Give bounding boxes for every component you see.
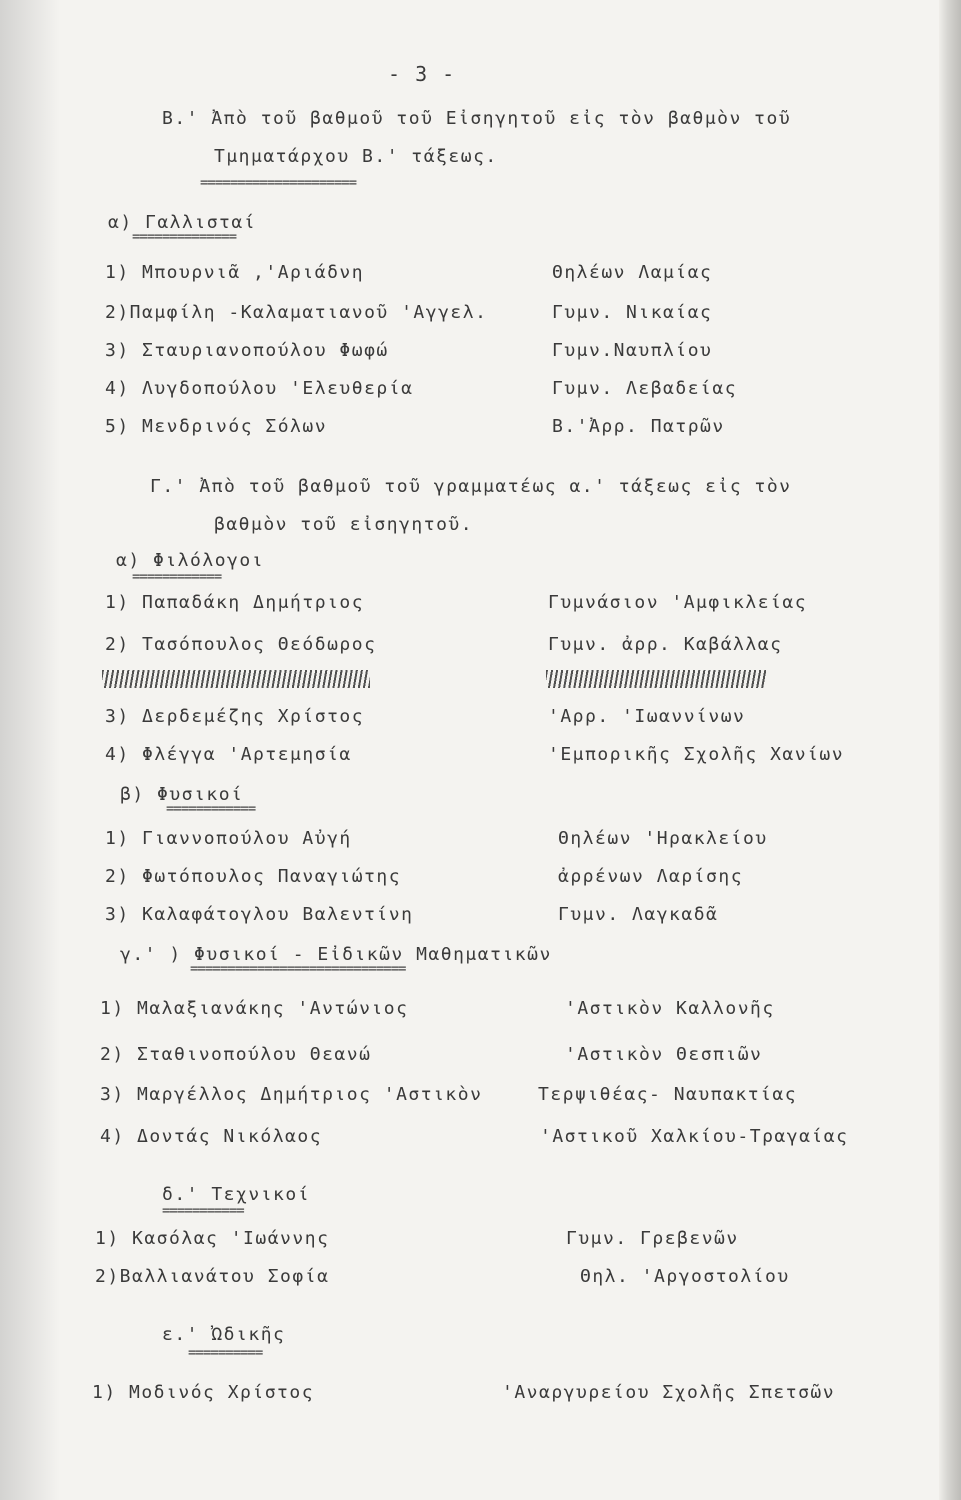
struck-out-line bbox=[546, 670, 766, 688]
subsection-underline: ============== bbox=[132, 229, 237, 245]
list-item-school: 'Αστικὸν Θεσπιῶν bbox=[565, 1044, 763, 1065]
list-item-name: 3) Δερδεμέζης Χρίστος bbox=[105, 706, 365, 727]
list-item-school: Γυμν. Λεβαδείας bbox=[552, 378, 738, 399]
list-item-school: 'Αναργυρείου Σχολῆς Σπετσῶν bbox=[502, 1382, 836, 1403]
list-item-name: 3) Μαργέλλος Δημήτριος 'Αστικὸν bbox=[100, 1084, 483, 1105]
list-item-school: Γυμν. Γρεβενῶν bbox=[566, 1228, 739, 1249]
list-item-school: Γυμν.Ναυπλίου bbox=[552, 340, 713, 361]
list-item-name: 2) Τασόπουλος Θεόδωρος bbox=[105, 634, 377, 655]
subsection-label: α) Φιλόλογοι bbox=[116, 550, 265, 571]
list-item-name: 5) Μενδρινός Σόλων bbox=[105, 416, 328, 437]
list-item-name: 4) Φλέγγα 'Αρτεμησία bbox=[105, 744, 352, 765]
list-item-name: 2)Παμφίλη -Καλαματιανοῦ 'Αγγελ. bbox=[105, 302, 488, 323]
list-item-name: 3) Σταυριανοπούλου Φωφώ bbox=[105, 340, 389, 361]
list-item-name: 2) Φωτόπουλος Παναγιώτης bbox=[105, 866, 402, 887]
list-item-name: 1) Γιαννοπούλου Αὐγή bbox=[105, 828, 352, 849]
list-item-school: 'Αστικοῦ Χαλκίου-Τραγαίας bbox=[540, 1126, 849, 1147]
section-b-heading-cont: Τμηματάρχου Β.' τάξεως. bbox=[214, 146, 498, 167]
subsection-label: α) Γαλλισταί bbox=[108, 212, 257, 233]
list-item-school: Τερψιθέας- Ναυπακτίας bbox=[538, 1084, 798, 1105]
list-item-name: 4) Δοντάς Νικόλαος bbox=[100, 1126, 323, 1147]
list-item-school: 'Εμπορικῆς Σχολῆς Χανίων bbox=[548, 744, 845, 765]
section-c-heading: Γ.' Ἀπὸ τοῦ βαθμοῦ τοῦ γραμματέως α.' τάξεως εἰς τὸν bbox=[150, 476, 792, 497]
list-item-school: Γυμνάσιον 'Αμφικλείας bbox=[548, 592, 808, 613]
subsection-underline: ============ bbox=[132, 569, 222, 585]
list-item-school: Θηλέων 'Ηρακλείου bbox=[558, 828, 768, 849]
struck-out-line bbox=[102, 670, 370, 688]
subsection-underline: =========== bbox=[162, 1203, 244, 1219]
list-item-school: Γυμν. ἀρρ. Καβάλλας bbox=[548, 634, 783, 655]
page-number: - 3 - bbox=[388, 62, 456, 86]
list-item-name: 1) Παπαδάκη Δημήτριος bbox=[105, 592, 365, 613]
list-item-name: 1) Μοδινός Χρίστος bbox=[92, 1382, 315, 1403]
list-item-school: Β.'Ἀρρ. Πατρῶν bbox=[552, 416, 725, 437]
section-b-underline: ===================== bbox=[200, 175, 357, 191]
page-edge bbox=[939, 0, 961, 1500]
subsection-label: β) Φυσικοί bbox=[120, 784, 244, 805]
subsection-underline: ============ bbox=[166, 801, 256, 817]
subsection-underline: ========== bbox=[188, 1345, 263, 1361]
section-b-heading: Β.' Ἀπὸ τοῦ βαθμοῦ τοῦ Εἰσηγητοῦ εἰς τὸν βαθμὸν τοῦ bbox=[162, 108, 792, 129]
subsection-label: ε.' Ὠδικῆς bbox=[162, 1324, 286, 1345]
scan-shadow bbox=[0, 0, 60, 1500]
list-item-school: Γυμν. Λαγκαδᾶ bbox=[558, 904, 719, 925]
subsection-label: δ.' Τεχνικοί bbox=[162, 1184, 311, 1205]
list-item-name: 3) Καλαφάτογλου Βαλεντίνη bbox=[105, 904, 414, 925]
subsection-underline: ============================= bbox=[190, 961, 406, 977]
list-item-school: Θηλ. 'Αργοστολίου bbox=[580, 1266, 790, 1287]
list-item-name: 4) Λυγδοπούλου 'Ελευθερία bbox=[105, 378, 414, 399]
list-item-name: 1) Μαλαξιανάκης 'Αντώνιος bbox=[100, 998, 409, 1019]
list-item-name: 1) Κασόλας 'Ιωάννης bbox=[95, 1228, 330, 1249]
list-item-name: 2)Βαλλιανάτου Σοφία bbox=[95, 1266, 330, 1287]
subsection-label: γ.' ) Φυσικοί - Εἰδικῶν Μαθηματικῶν bbox=[120, 944, 552, 965]
list-item-name: 2) Σταθινοπούλου Θεανώ bbox=[100, 1044, 372, 1065]
list-item-school: 'Αστικὸν Καλλονῆς bbox=[565, 998, 775, 1019]
list-item-school: Γυμν. Νικαίας bbox=[552, 302, 713, 323]
list-item-school: Θηλέων Λαμίας bbox=[552, 262, 713, 283]
section-c-heading-cont: βαθμὸν τοῦ εἰσηγητοῦ. bbox=[214, 514, 474, 535]
list-item-name: 1) Μπουρνιᾶ ,'Αριάδνη bbox=[105, 262, 365, 283]
list-item-school: 'Αρρ. 'Ιωαννίνων bbox=[548, 706, 746, 727]
list-item-school: ἀρρένων Λαρίσης bbox=[558, 866, 744, 887]
